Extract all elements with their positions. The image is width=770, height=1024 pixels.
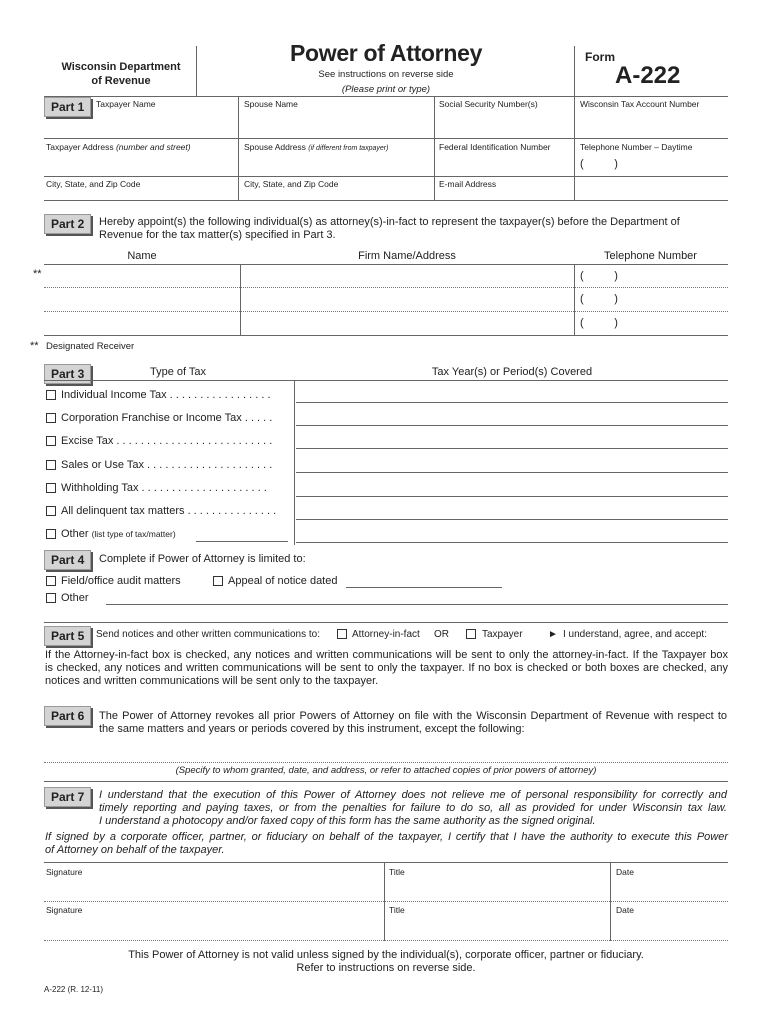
form-revision: A-222 (R. 12-11) (44, 985, 103, 994)
appeal-date-input[interactable] (346, 574, 502, 586)
checkbox-field-audit[interactable] (46, 576, 56, 586)
attorney-phone-1[interactable]: ( ) (580, 270, 618, 282)
part6-text-line2: the same matters and years or periods covered by this instrument, except the following: (99, 723, 525, 735)
dot-leader: . . . . . . . . . . . . . . . (184, 505, 277, 517)
tax-label: Other (61, 528, 89, 540)
tax-item-individual-income (61, 389, 271, 401)
department-line1: Wisconsin Department (61, 61, 181, 73)
dot-leader: . . . . . (241, 412, 273, 424)
spouse-address-input[interactable] (244, 155, 430, 173)
wi-account-input[interactable] (580, 112, 726, 134)
city-state-zip-label-2: City, State, and Zip Code (244, 179, 339, 189)
part4-text: Complete if Power of Attorney is limited to: (99, 553, 306, 565)
signature-label-2: Signature (46, 905, 83, 915)
part1-bottom-rule (44, 200, 728, 201)
part2-badge: Part 2 (44, 214, 91, 234)
part2-col-divider-1 (240, 264, 241, 336)
date-input-1[interactable] (616, 880, 726, 898)
taxpayer-address-label (46, 142, 191, 152)
ssn-input[interactable] (439, 112, 569, 134)
part5-text: Send notices and other written communications to: (96, 629, 321, 640)
taxpayer-label: Taxpayer (482, 629, 523, 640)
taxpayer-name-label: Taxpayer Name (96, 99, 156, 109)
part7-line4: If signed by a corporate officer, partner, or fiduciary on behalf of the taxpayer, I certify that I have the authority to execute this Power (45, 831, 728, 843)
spouse-name-input[interactable] (244, 112, 430, 134)
tax-label: Sales or Use Tax (61, 459, 144, 471)
tax-label: Corporation Franchise or Income Tax (61, 412, 242, 424)
taxpayer-address-input[interactable] (46, 155, 234, 173)
attorney-name-input-1[interactable] (48, 267, 236, 285)
checkbox-withholding-tax[interactable] (46, 483, 56, 493)
part1-badge: Part 1 (44, 97, 91, 117)
attorney-name-input-3[interactable] (48, 314, 236, 332)
date-label-2: Date (616, 905, 634, 915)
dot-leader: . . . . . . . . . . . . . . . . . . . . . (143, 459, 273, 471)
part2-header-rule (44, 264, 728, 265)
signature-input-1[interactable] (46, 880, 380, 898)
appeal-date-underline (346, 587, 502, 588)
attorney-name-input-2[interactable] (48, 290, 236, 308)
checkbox-excise-tax[interactable] (46, 436, 56, 446)
attorney-firm-input-1[interactable] (244, 267, 570, 285)
col-name-header: Name (127, 250, 157, 262)
part4-other-label: Other (61, 592, 89, 604)
part5-paragraph-line1: If the Attorney-in-fact box is checked, any notices and written communications will be sent to only the attorney-in-fact. If the Taxpayer box (45, 649, 728, 661)
tax-item-excise (61, 435, 272, 447)
attorney-phone-2[interactable]: ( ) (580, 293, 618, 305)
part5-paragraph-line2: is checked, any notices and written communications will be sent to only the taxpayer. If no box is checked or both boxes are checked, any (45, 662, 728, 674)
footer-validity-note: This Power of Attorney is not valid unless signed by the individual(s), corporate officer, partner or fiduciary. (128, 949, 644, 961)
part7-top-rule (44, 781, 728, 782)
years-line-6 (296, 519, 728, 520)
checkbox-other-tax[interactable] (46, 529, 56, 539)
part4-other-underline (106, 604, 728, 605)
part7-badge: Part 7 (44, 787, 91, 807)
part2-row-rule-2 (44, 311, 728, 312)
other-tax-input[interactable] (196, 527, 288, 540)
department-name (56, 60, 186, 88)
spouse-name-label: Spouse Name (244, 99, 298, 109)
part7-line2: timely reporting and paying taxes, or from the penalties for failure to do so, all as provided for under Wisconsin tax law. (99, 802, 727, 814)
part6-underline (44, 762, 728, 763)
part2-text-line1: Hereby appoint(s) the following individual(s) as attorney(s)-in-fact to represent the taxpayer(s) before the Department of (99, 216, 680, 228)
part6-text-line1: The Power of Attorney revokes all prior Powers of Attorney on file with the Wisconsin Department of Revenue with respect to (99, 710, 727, 722)
part2-row-rule-1 (44, 287, 728, 288)
part5-paragraph-line3: notices and written communications will be sent only to the taxpayer. (45, 675, 379, 687)
tax-item-corporation-franchise (61, 412, 272, 424)
arrow-icon: ► (548, 629, 558, 640)
years-covered-header: Tax Year(s) or Period(s) Covered (431, 366, 593, 378)
part1-col-divider-3 (574, 96, 575, 200)
part2-bottom-rule (44, 335, 728, 336)
part1-top-rule (44, 96, 728, 97)
tax-label: Individual Income Tax (61, 389, 167, 401)
part4-badge: Part 4 (44, 550, 91, 570)
taxpayer-name-input[interactable] (96, 112, 234, 134)
col-firm-header: Firm Name/Address (358, 250, 456, 262)
part1-row-rule-2 (44, 176, 728, 177)
date-input-2[interactable] (616, 918, 726, 936)
attorney-in-fact-label: Attorney-in-fact (352, 629, 420, 640)
part7-line3: I understand a photocopy and/or faxed copy of this form has the same authority as the signed original. (99, 815, 596, 827)
spouse-address-note: (if different from taxpayer) (308, 145, 389, 152)
checkbox-corporation-franchise-tax[interactable] (46, 413, 56, 423)
dot-leader: . . . . . . . . . . . . . . . . . . . . . (138, 482, 267, 494)
signature-divider-1a (384, 862, 385, 902)
checkbox-attorney-in-fact[interactable] (337, 629, 347, 639)
taxpayer-address-note: (number and street) (115, 142, 191, 152)
part7-statement (99, 789, 727, 828)
phone-daytime-area-code[interactable]: ( ) (580, 158, 618, 170)
other-note: (list type of tax/matter) (91, 529, 176, 539)
signature-bottom-rule (44, 940, 728, 941)
tax-item-sales-use (61, 459, 272, 471)
department-line2: of Revenue (91, 75, 151, 87)
col-phone-header: Telephone Number (604, 250, 697, 262)
type-of-tax-header: Type of Tax (150, 366, 207, 378)
tax-item-withholding (61, 482, 267, 494)
field-audit-label: Field/office audit matters (61, 575, 181, 587)
part3-badge: Part 3 (44, 364, 91, 384)
checkbox-part4-other[interactable] (46, 593, 56, 603)
years-line-2 (296, 425, 728, 426)
spouse-address-label-text: Spouse Address (244, 142, 306, 152)
years-line-3 (296, 448, 728, 449)
signature-divider-2a (384, 901, 385, 941)
tax-label: Excise Tax (61, 435, 114, 447)
title-label-1: Title (389, 867, 405, 877)
years-line-5 (296, 496, 728, 497)
footer-instructions-note: Refer to instructions on reverse side. (296, 962, 476, 974)
date-label-1: Date (616, 867, 634, 877)
dot-leader: . . . . . . . . . . . . . . . . . (166, 389, 271, 401)
checkbox-taxpayer[interactable] (466, 629, 476, 639)
wi-account-label: Wisconsin Tax Account Number (580, 99, 700, 109)
signature-row-rule (44, 901, 728, 902)
taxpayer-address-label-text: Taxpayer Address (46, 142, 114, 152)
part3-col-divider (294, 380, 295, 545)
attorney-firm-input-3[interactable] (244, 314, 570, 332)
fein-label: Federal Identification Number (439, 142, 551, 152)
signature-top-rule (44, 862, 728, 863)
spouse-address-label (244, 142, 388, 152)
part2-col-divider-2 (574, 264, 575, 336)
form-subtitle: See instructions on reverse side (318, 69, 454, 80)
agree-label: I understand, agree, and accept: (563, 629, 707, 640)
years-line-1 (296, 402, 728, 403)
other-tax-underline (196, 541, 288, 542)
tax-label: All delinquent tax matters (61, 505, 185, 517)
designated-receiver-label: Designated Receiver (46, 341, 135, 352)
part5-badge: Part 5 (44, 626, 91, 646)
tax-item-all-delinquent (61, 505, 276, 517)
tax-label: Withholding Tax (61, 482, 139, 494)
header-divider-right (574, 46, 575, 96)
ssn-label: Social Security Number(s) (439, 99, 538, 109)
dot-leader: . . . . . . . . . . . . . . . . . . . . . . . . . . (113, 435, 273, 447)
part1-row-rule-1 (44, 138, 728, 139)
signature-divider-1b (610, 862, 611, 902)
years-line-7 (296, 542, 728, 543)
part2-text-line2: Revenue for the tax matter(s) specified in Part 3. (99, 229, 336, 241)
checkbox-sales-use-tax[interactable] (46, 460, 56, 470)
checkbox-appeal[interactable] (213, 576, 223, 586)
designated-marker-row1: ** (33, 268, 42, 280)
form-number: A-222 (615, 62, 681, 89)
part1-col-divider-1 (238, 96, 239, 200)
form-title: Power of Attorney (289, 40, 483, 66)
checkbox-individual-income-tax[interactable] (46, 390, 56, 400)
designated-receiver-marker: ** (30, 340, 39, 352)
or-label: OR (434, 629, 449, 640)
signature-input-2[interactable] (46, 918, 380, 936)
signature-divider-2b (610, 901, 611, 941)
part7-line5: of Attorney on behalf of the taxpayer. (45, 844, 225, 856)
fein-input[interactable] (439, 155, 569, 173)
checkbox-all-delinquent[interactable] (46, 506, 56, 516)
part4-other-input[interactable] (106, 591, 728, 603)
print-note: (Please print or type) (341, 84, 431, 95)
part6-badge: Part 6 (44, 706, 91, 726)
part7-certification (45, 831, 728, 857)
signature-label-1: Signature (46, 867, 83, 877)
title-label-2: Title (389, 905, 405, 915)
prior-poa-input[interactable] (46, 748, 726, 761)
title-input-2[interactable] (389, 918, 605, 936)
years-line-4 (296, 472, 728, 473)
part5-paragraph (45, 649, 728, 688)
header-divider-left (196, 46, 197, 96)
email-label: E-mail Address (439, 179, 497, 189)
part5-top-rule (44, 622, 728, 623)
part6-specify-note: (Specify to whom granted, date, and address, or refer to attached copies of prior powers of attorney) (175, 765, 597, 776)
part3-header-rule (44, 380, 728, 381)
part7-line1: I understand that the execution of this Power of Attorney does not relieve me of personal responsibility for correctly and (99, 789, 727, 801)
phone-daytime-label: Telephone Number – Daytime (580, 142, 693, 152)
title-input-1[interactable] (389, 880, 605, 898)
city-state-zip-label-1: City, State, and Zip Code (46, 179, 141, 189)
part1-col-divider-2 (434, 96, 435, 200)
form-label: Form (585, 50, 615, 64)
appeal-label: Appeal of notice dated (228, 575, 338, 587)
attorney-firm-input-2[interactable] (244, 290, 570, 308)
tax-item-other (61, 528, 176, 540)
attorney-phone-3[interactable]: ( ) (580, 317, 618, 329)
